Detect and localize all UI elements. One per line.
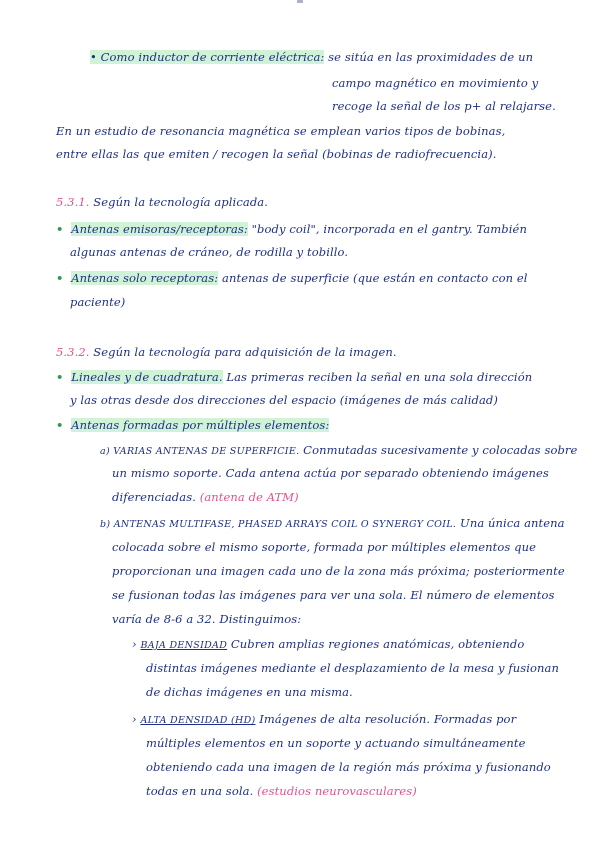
high-density-line-1 xyxy=(132,712,516,726)
high-density-label: ALTA DENSIDAD (HD) xyxy=(140,715,256,726)
page-top-mark xyxy=(297,0,303,3)
intro-line-3: recoge la señal de los p+ al relajarse. xyxy=(332,99,556,113)
item-b-line-2: colocada sobre el mismo soporte, formada por múltiples elementos que xyxy=(112,540,537,554)
bullet-dot: • xyxy=(56,370,64,384)
bullet-dot: • xyxy=(56,418,64,432)
item-b-label: b) ANTENAS MULTIFASE, PHASED ARRAYS COIL O SYNERGY COIL. xyxy=(100,519,457,530)
section-532-b1-label: Lineales y de cuadratura. xyxy=(71,370,223,384)
intro-paragraph-1: En un estudio de resonancia magnética se emplean varios tipos de bobinas, xyxy=(56,124,506,138)
intro-paragraph-2: entre ellas las que emiten / recogen la señal (bobinas de radiofrecuencia). xyxy=(56,147,497,161)
high-density-line-4 xyxy=(146,784,417,798)
section-531-b2-line-2: paciente) xyxy=(70,295,126,309)
low-density-label: BAJA DENSIDAD xyxy=(140,640,228,651)
section-531-title: Según la tecnología aplicada. xyxy=(93,195,268,209)
bullet-dot: • xyxy=(56,222,64,236)
section-532-b1-text: Las primeras reciben la señal en una sola dirección xyxy=(226,370,533,384)
item-a-text-1: Conmutadas sucesivamente y colocadas sobre xyxy=(303,443,578,457)
section-531-number: 5.3.1. xyxy=(56,195,90,209)
high-density-text-1: Imágenes de alta resolución. Formadas por xyxy=(259,712,517,726)
item-b-line-4: se fusionan todas las imágenes para ver una sola. El número de elementos xyxy=(112,588,555,602)
section-532-title: Según la tecnología para adquisición de la imagen. xyxy=(93,345,397,359)
bullet-dot: • xyxy=(56,271,64,285)
high-density-line-3: obteniendo cada una imagen de la región más próxima y fusionando xyxy=(146,760,551,774)
section-531-b2-text: antenas de superficie (que están en contacto con el xyxy=(222,271,528,285)
low-density-line-3: de dichas imágenes en una misma. xyxy=(146,685,353,699)
item-a-line-1 xyxy=(100,443,577,457)
high-density-note: (estudios neurovasculares) xyxy=(257,784,417,798)
high-density-text-4: todas en una sola. xyxy=(146,784,254,798)
section-531-b1-line-2: algunas antenas de cráneo, de rodilla y tobillo. xyxy=(70,245,349,259)
section-532-b1-line-2: y las otras desde dos direcciones del espacio (imágenes de más calidad) xyxy=(70,393,498,407)
low-density-line-1 xyxy=(132,637,524,651)
item-a-text-3: diferenciadas. xyxy=(112,490,196,504)
section-531-heading xyxy=(56,195,268,209)
inductor-heading: • Como inductor de corriente eléctrica: xyxy=(90,50,325,64)
section-532-number: 5.3.2. xyxy=(56,345,90,359)
section-531-bullet-2 xyxy=(56,271,528,285)
section-531-b1-text: "body coil", incorporada en el gantry. También xyxy=(251,222,527,236)
item-a-line-3 xyxy=(112,490,299,504)
section-532-bullet-1 xyxy=(56,370,532,384)
section-531-b2-label: Antenas solo receptoras: xyxy=(71,271,219,285)
item-b-line-1 xyxy=(100,516,565,530)
section-531-bullet-1 xyxy=(56,222,527,236)
item-a-line-2: un mismo soporte. Cada antena actúa por separado obteniendo imágenes xyxy=(112,466,549,480)
low-density-line-2: distintas imágenes mediante el desplazamiento de la mesa y fusionan xyxy=(146,661,559,675)
item-a-note: (antena de ATM) xyxy=(199,490,299,504)
arrow-icon: › xyxy=(132,637,137,651)
section-532-b2-text: Antenas formadas por múltiples elementos: xyxy=(71,418,330,432)
inductor-text-1: se sitúa en las proximidades de un xyxy=(328,50,534,64)
item-b-text-0: Una única antena xyxy=(460,516,565,530)
section-532-bullet-2 xyxy=(56,418,329,432)
section-532-heading xyxy=(56,345,397,359)
intro-line-1 xyxy=(90,50,533,64)
arrow-icon: › xyxy=(132,712,137,726)
high-density-line-2: múltiples elementos en un soporte y actuando simultáneamente xyxy=(146,736,526,750)
low-density-text-1: Cubren amplias regiones anatómicas, obteniendo xyxy=(230,637,525,651)
section-531-b1-label: Antenas emisoras/receptoras: xyxy=(71,222,248,236)
item-b-line-5: varía de 8-6 a 32. Distinguimos: xyxy=(112,612,302,626)
item-b-line-3: proporcionan una imagen cada uno de la zona más próxima; posteriormente xyxy=(112,564,565,578)
item-a-label: a) VARIAS ANTENAS DE SUPERFICIE. xyxy=(100,446,300,457)
intro-line-2: campo magnético en movimiento y xyxy=(332,76,539,90)
